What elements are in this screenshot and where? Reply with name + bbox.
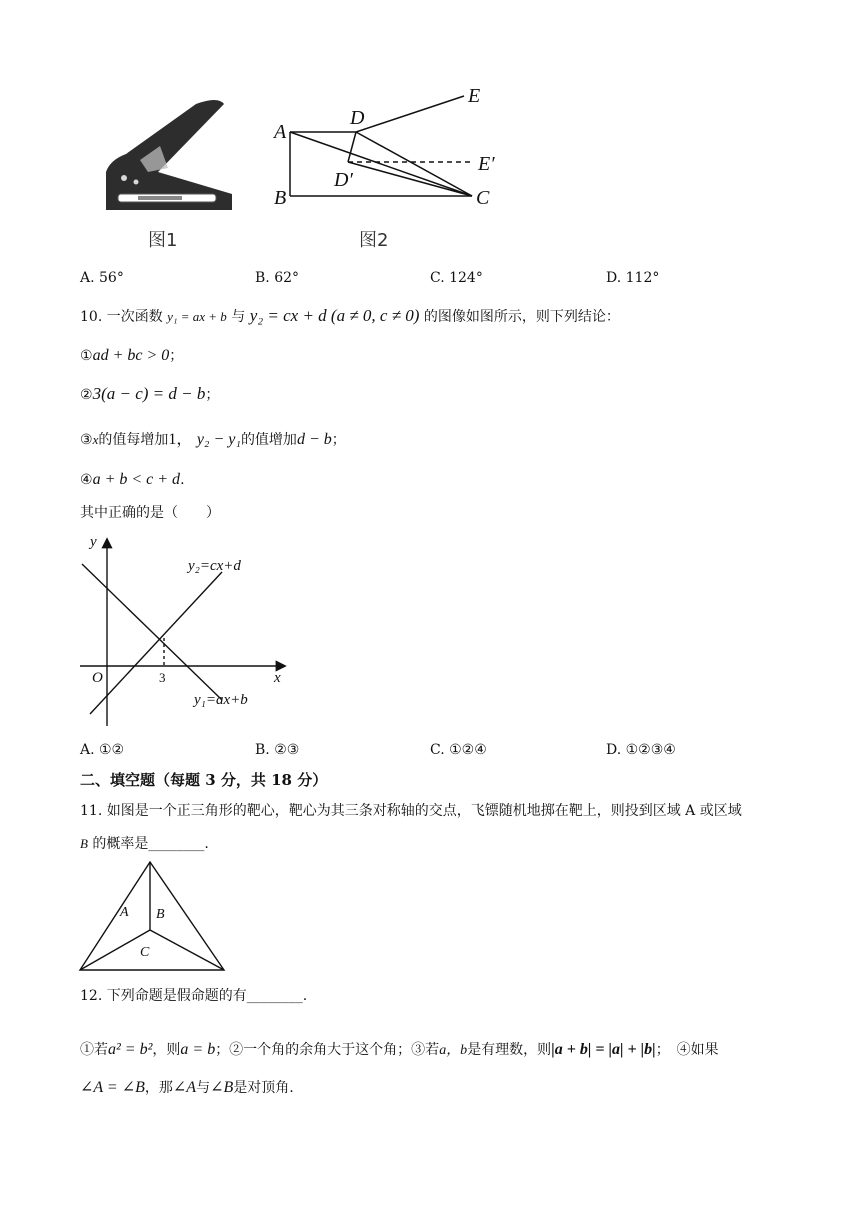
label-point-eprime: E′ <box>478 153 495 175</box>
label-point-c: C <box>476 187 490 209</box>
q12-propositions-line-1 <box>80 1040 719 1061</box>
q10-c4-end: . <box>180 472 185 488</box>
label-point-dprime: D′ <box>334 169 353 191</box>
q10-option-c: C. ①②④ <box>430 742 487 758</box>
line-y1 <box>82 564 222 700</box>
q10-c3-one: 1， <box>168 431 193 448</box>
hole-punch-figure <box>96 98 238 214</box>
q10-stem-y1: y₁ = ax + b <box>167 309 227 324</box>
q12-p2-math: ∠A = ∠B <box>80 1079 145 1096</box>
q11-region-b-ref: B <box>80 836 88 851</box>
q10-option-b: B. ②③ <box>255 742 300 758</box>
q9-option-a: A. 56° <box>80 270 124 286</box>
q9-option-d: D. 112° <box>606 270 660 286</box>
graph-origin-label: O <box>92 670 103 686</box>
region-c-label: C <box>140 945 150 960</box>
segment-ddp <box>348 132 356 162</box>
q10-c2-mark: ② <box>80 387 93 403</box>
q10-conclusion-4 <box>80 470 185 490</box>
q12-p1-e: ； ④如果 <box>655 1042 719 1058</box>
q11-line-1: 11. 如图是一个正三角形的靶心，靶心为其三条对称轴的交点，飞镖随机地掷在靶上，则投到区域 A 或区域 <box>80 803 742 819</box>
q10-c3-mid: 的值每增加 <box>98 432 169 448</box>
q10-conclusion-2 <box>80 384 219 405</box>
q10-c3-mark: ③ <box>80 432 93 448</box>
q10-option-a: A. ①② <box>80 742 125 758</box>
q12-stem: 12. 下列命题是假命题的有________. <box>80 988 308 1004</box>
q10-stem-and: 与 <box>231 309 246 325</box>
segment-dc <box>356 132 472 196</box>
geometry-figure-2 <box>268 78 498 218</box>
q10-c1-end: ； <box>169 348 184 364</box>
label-point-a: A <box>274 121 287 143</box>
graph-y2-label: y₂=cx+d <box>188 558 241 574</box>
q12-p2-b: 与 <box>196 1080 211 1096</box>
figure-2-caption: 图2 <box>359 230 389 251</box>
q12-p2-math2: ∠A <box>172 1079 197 1096</box>
q12-p2-math3: ∠B <box>210 1079 234 1096</box>
q10-linear-graph <box>80 530 300 734</box>
q10-c3-end: ； <box>331 432 346 448</box>
q10-c3-expr2: d − b <box>296 431 332 448</box>
graph-y-label: y <box>90 534 97 550</box>
q12-p1-math4: |a + b| = |a| + |b| <box>551 1041 656 1058</box>
q10-c3-mid2: 的值增加 <box>240 432 297 448</box>
q10-c2-end: ； <box>205 387 220 403</box>
q10-c4-mark: ④ <box>80 472 93 488</box>
section-2-title: 二、填空题（每题 3 分，共 18 分） <box>80 771 328 789</box>
q11-line-2-text: 的概率是________. <box>87 836 209 852</box>
q12-propositions-line-2 <box>80 1078 294 1098</box>
q10-c3-expr: y₂ − y₁ <box>196 431 241 448</box>
q12-p1: ①若 <box>80 1042 108 1058</box>
q10-c1-mark: ① <box>80 348 93 364</box>
q10-stem-prefix: 10. 一次函数 <box>80 309 163 325</box>
q10-conclusion-1 <box>80 346 183 366</box>
q12-p1-math2: a = b <box>180 1041 216 1058</box>
segment-ac <box>290 132 472 196</box>
q12-p1-math3: a，b <box>439 1043 468 1058</box>
label-point-b: B <box>274 187 287 209</box>
ray-de <box>356 96 464 132</box>
graph-y1-label: y₁=ax+b <box>194 692 248 708</box>
region-a-label: A <box>120 905 129 920</box>
q10-c2-expr: 3(a − c) = d − b <box>92 384 206 403</box>
region-b-label: B <box>156 907 165 922</box>
q10-conclusion-3 <box>80 430 346 450</box>
axis-to-center-right <box>150 930 224 970</box>
label-point-d: D <box>350 107 365 129</box>
q10-option-d: D. ①②③④ <box>606 742 676 758</box>
graph-tick-3: 3 <box>159 670 166 685</box>
q9-option-b: B. 62° <box>255 270 300 286</box>
hole-punch-image <box>96 98 238 214</box>
q12-p1-math: a² = b² <box>108 1041 153 1058</box>
q12-p2-a: ，那 <box>144 1080 173 1096</box>
q9-option-c: C. 124° <box>430 270 483 286</box>
figure-1-caption: 图1 <box>148 230 178 251</box>
q10-ask: 其中正确的是（ ） <box>80 505 220 521</box>
q12-p1-c: ；②一个角的余角大于这个角；③若 <box>215 1042 440 1058</box>
q12-p1-d: 是有理数，则 <box>467 1042 552 1058</box>
triangle-outline <box>80 862 224 970</box>
q10-stem <box>80 306 620 327</box>
q10-stem-y2: y₂ = cx + d (a ≠ 0, c ≠ 0) <box>249 306 420 325</box>
q12-p1-b: ，则 <box>152 1042 181 1058</box>
label-point-e: E <box>468 85 481 107</box>
q10-c3-x: x <box>92 432 99 447</box>
graph-x-label: x <box>274 670 281 686</box>
q10-stem-suffix: 的图像如图所示，则下列结论： <box>423 309 620 325</box>
segment-dpc <box>348 162 472 196</box>
q11-line-2 <box>80 834 209 854</box>
q11-target-triangle <box>76 858 228 974</box>
q10-c1-expr: ad + bc > 0 <box>92 347 170 364</box>
q12-p2-c: 是对顶角. <box>233 1080 294 1096</box>
q10-c4-expr: a + b < c + d <box>92 471 181 488</box>
